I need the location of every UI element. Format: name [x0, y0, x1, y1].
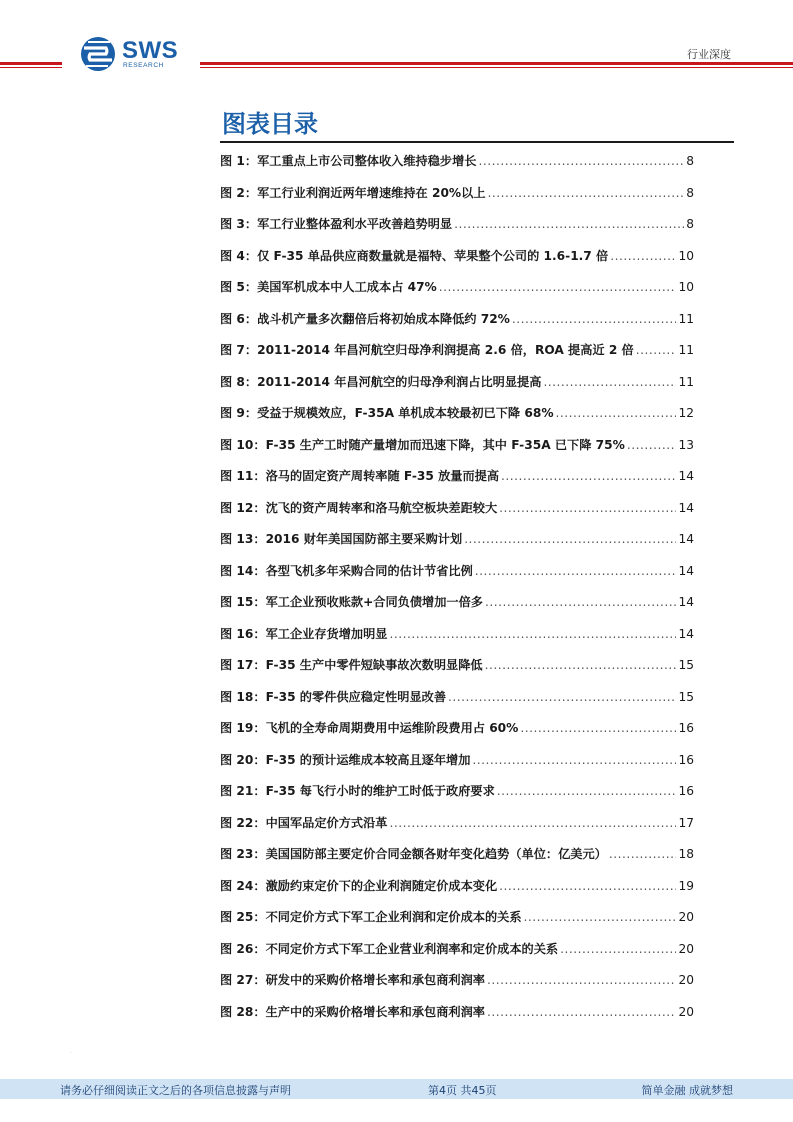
toc-entry-page-number: 20	[678, 1004, 694, 1019]
toc-entry-page-number: 20	[678, 910, 694, 924]
toc-entry-label: 图 15：军工企业预收账款+合同负债增加一倍多	[220, 595, 483, 609]
toc-entry-label: 图 13：2016 财年美国国防部主要采购计划	[220, 532, 463, 546]
report-type-label: 行业深度	[687, 48, 731, 61]
toc-entry[interactable]	[220, 593, 694, 625]
toc-entry-page-number: 14	[678, 532, 694, 546]
toc-entry-page-number: 14	[678, 500, 694, 515]
toc-entry-leader-dots	[488, 186, 685, 200]
toc-entry-page-number: 20	[678, 973, 694, 987]
toc-entry-label: 图 16：军工企业存货增加明显	[220, 626, 388, 641]
toc-entry-leader-dots	[478, 154, 684, 168]
header-rule-right	[200, 62, 793, 65]
toc-entry[interactable]	[220, 908, 694, 940]
toc-entry-page-number: 8	[686, 154, 694, 168]
toc-entry-leader-dots	[556, 406, 677, 420]
toc-entry-label: 图 4：仅 F-35 单品供应商数量就是福特、苹果整个公司的 1.6-1.7 倍	[220, 248, 609, 263]
toc-entry-leader-dots	[610, 249, 676, 263]
toc-entry-label: 图 7：2011-2014 年昌河航空归母净利润提高 2.6 倍，ROA 提高近 2 倍	[220, 343, 634, 357]
toc-entry-label: 图 3：军工行业整体盈利水平改善趋势明显	[220, 217, 453, 231]
toc-entry-page-number: 17	[678, 815, 694, 830]
toc-entry-leader-dots	[627, 438, 677, 452]
toc-entry[interactable]	[220, 404, 694, 436]
toc-entry[interactable]	[220, 373, 694, 405]
toc-entry-leader-dots	[472, 753, 676, 767]
toc-entry-page-number: 14	[678, 563, 694, 578]
toc-entry-label: 图 2：军工行业利润近两年增速维持在 20%以上	[220, 185, 486, 200]
footer-slogan: 简单金融 成就梦想	[641, 1084, 733, 1097]
page-mark: ·	[70, 1050, 72, 1057]
toc-entry[interactable]	[220, 719, 694, 751]
toc-entry-leader-dots	[389, 816, 676, 830]
toc-entry[interactable]	[220, 278, 694, 310]
toc-entry[interactable]	[220, 814, 694, 846]
toc-title: 图表目录	[222, 110, 318, 138]
toc-entry[interactable]	[220, 184, 694, 216]
toc-entry-leader-dots	[499, 501, 676, 515]
toc-entry-leader-dots	[487, 973, 677, 987]
toc-entry[interactable]	[220, 530, 694, 562]
toc-entry-label: 图 6：战斗机产量多次翻倍后将初始成本降低约 72%	[220, 311, 510, 326]
header-rule-left	[0, 62, 62, 65]
toc-entry-leader-dots	[485, 658, 677, 672]
footer-disclaimer: 请务必仔细阅读正文之后的各项信息披露与声明	[60, 1084, 291, 1097]
toc-entry-page-number: 11	[678, 343, 694, 357]
toc-entry-label: 图 27：研发中的采购价格增长率和承包商利润率	[220, 973, 485, 987]
toc-entry-leader-dots	[389, 627, 676, 641]
toc-entry[interactable]	[220, 782, 694, 814]
toc-entry-label: 图 14：各型飞机多年采购合同的估计节省比例	[220, 563, 473, 578]
toc-entry-page-number: 14	[678, 626, 694, 641]
toc-entry-page-number: 15	[678, 689, 694, 704]
toc-entry-leader-dots	[439, 280, 677, 294]
toc-entry-leader-dots	[464, 532, 676, 546]
toc-entry-label: 图 17：F-35 生产中零件短缺事故次数明显降低	[220, 658, 483, 672]
toc-entry-label: 图 9：受益于规模效应，F-35A 单机成本较最初已下降 68%	[220, 406, 554, 420]
toc-entry-leader-dots	[499, 879, 676, 893]
toc-entry[interactable]	[220, 341, 694, 373]
toc-entry-leader-dots	[487, 1005, 677, 1019]
toc-entry[interactable]	[220, 751, 694, 783]
toc-entry-page-number: 12	[678, 406, 694, 420]
toc-entry-label: 图 10：F-35 生产工时随产量增加而迅速下降，其中 F-35A 已下降 75%	[220, 437, 625, 452]
page-header	[0, 0, 793, 80]
toc-title-rule	[220, 141, 734, 143]
toc-entry[interactable]	[220, 499, 694, 531]
toc-entry-label: 图 11：洛马的固定资产周转率随 F-35 放量而提高	[220, 469, 500, 483]
toc-entry-label: 图 8：2011-2014 年昌河航空的归母净利润占比明显提高	[220, 374, 542, 389]
toc-entry-leader-dots	[448, 690, 676, 704]
toc-entry-page-number: 20	[678, 941, 694, 956]
header-rule-left-thin	[0, 67, 62, 68]
toc-entry-label: 图 21：F-35 每飞行小时的维护工时低于政府要求	[220, 784, 495, 798]
toc-entry-label: 图 28：生产中的采购价格增长率和承包商利润率	[220, 1004, 485, 1019]
toc-entry-leader-dots	[609, 847, 677, 861]
toc-entry-page-number: 16	[678, 784, 694, 798]
toc-entry-page-number: 18	[678, 847, 694, 861]
toc-entry-page-number: 14	[678, 595, 694, 609]
sws-logo	[80, 36, 190, 72]
toc-entry[interactable]	[220, 436, 694, 468]
toc-entry-leader-dots	[543, 375, 676, 389]
toc-entry[interactable]	[220, 310, 694, 342]
toc-entry-label: 图 23：美国国防部主要定价合同金额各财年变化趋势（单位：亿美元）	[220, 847, 607, 861]
toc-entry[interactable]	[220, 625, 694, 657]
toc-entry-leader-dots	[560, 942, 676, 956]
toc-entry[interactable]	[220, 152, 694, 184]
toc-entry-label: 图 20：F-35 的预计运维成本较高且逐年增加	[220, 752, 471, 767]
toc-entry-leader-dots	[636, 343, 677, 357]
toc-entry-page-number: 8	[686, 185, 694, 200]
toc-entry[interactable]	[220, 1003, 694, 1035]
toc-entry-page-number: 8	[686, 217, 694, 231]
toc-entry-page-number: 11	[678, 374, 694, 389]
toc-entry-label: 图 19：飞机的全寿命周期费用中运维阶段费用占 60%	[220, 721, 519, 735]
logo-text: SWS	[122, 37, 179, 64]
toc-entry[interactable]	[220, 940, 694, 972]
toc-entry[interactable]	[220, 688, 694, 720]
toc-entry[interactable]	[220, 656, 694, 688]
toc-entry[interactable]	[220, 247, 694, 279]
toc-entry-label: 图 24：激励约束定价下的企业利润随定价成本变化	[220, 878, 498, 893]
header-rule-right-thin	[200, 67, 793, 68]
sws-logo-icon	[80, 36, 116, 72]
toc-entry-label: 图 26：不同定价方式下军工企业营业利润率和定价成本的关系	[220, 941, 559, 956]
toc-entry-leader-dots	[475, 564, 677, 578]
footer-page-info: 第4页 共45页	[428, 1084, 497, 1097]
toc-entry-label: 图 12：沈飞的资产周转率和洛马航空板块差距较大	[220, 500, 498, 515]
toc-entry[interactable]	[220, 215, 694, 247]
toc-entry-label: 图 22：中国军品定价方式沿革	[220, 815, 388, 830]
toc-entry-leader-dots	[497, 784, 677, 798]
toc-entry-leader-dots	[512, 312, 677, 326]
toc-entry-label: 图 25：不同定价方式下军工企业利润和定价成本的关系	[220, 910, 522, 924]
toc-entry[interactable]	[220, 467, 694, 499]
toc-entry[interactable]	[220, 877, 694, 909]
toc-entry-page-number: 10	[678, 280, 694, 294]
toc-entry[interactable]	[220, 562, 694, 594]
toc-entry-leader-dots	[485, 595, 677, 609]
logo-subtext: RESEARCH	[123, 62, 164, 69]
toc-entry-page-number: 14	[678, 469, 694, 483]
toc-entry-page-number: 11	[678, 311, 694, 326]
toc-entry-page-number: 10	[678, 248, 694, 263]
toc-entry-page-number: 15	[678, 658, 694, 672]
toc-entry-page-number: 19	[678, 878, 694, 893]
toc-entry-leader-dots	[454, 217, 684, 231]
toc-entry-label: 图 18：F-35 的零件供应稳定性明显改善	[220, 689, 447, 704]
toc-entry-page-number: 13	[678, 437, 694, 452]
toc-entry-page-number: 16	[678, 721, 694, 735]
toc-entry-leader-dots	[524, 910, 677, 924]
toc-entry-label: 图 5：美国军机成本中人工成本占 47%	[220, 280, 437, 294]
toc-entry-leader-dots	[501, 469, 676, 483]
toc-entry-leader-dots	[520, 721, 676, 735]
toc-entry-page-number: 16	[678, 752, 694, 767]
toc-entry-label: 图 1：军工重点上市公司整体收入维持稳步增长	[220, 154, 477, 168]
toc-list	[220, 152, 694, 1034]
toc-entry[interactable]	[220, 845, 694, 877]
toc-entry[interactable]	[220, 971, 694, 1003]
